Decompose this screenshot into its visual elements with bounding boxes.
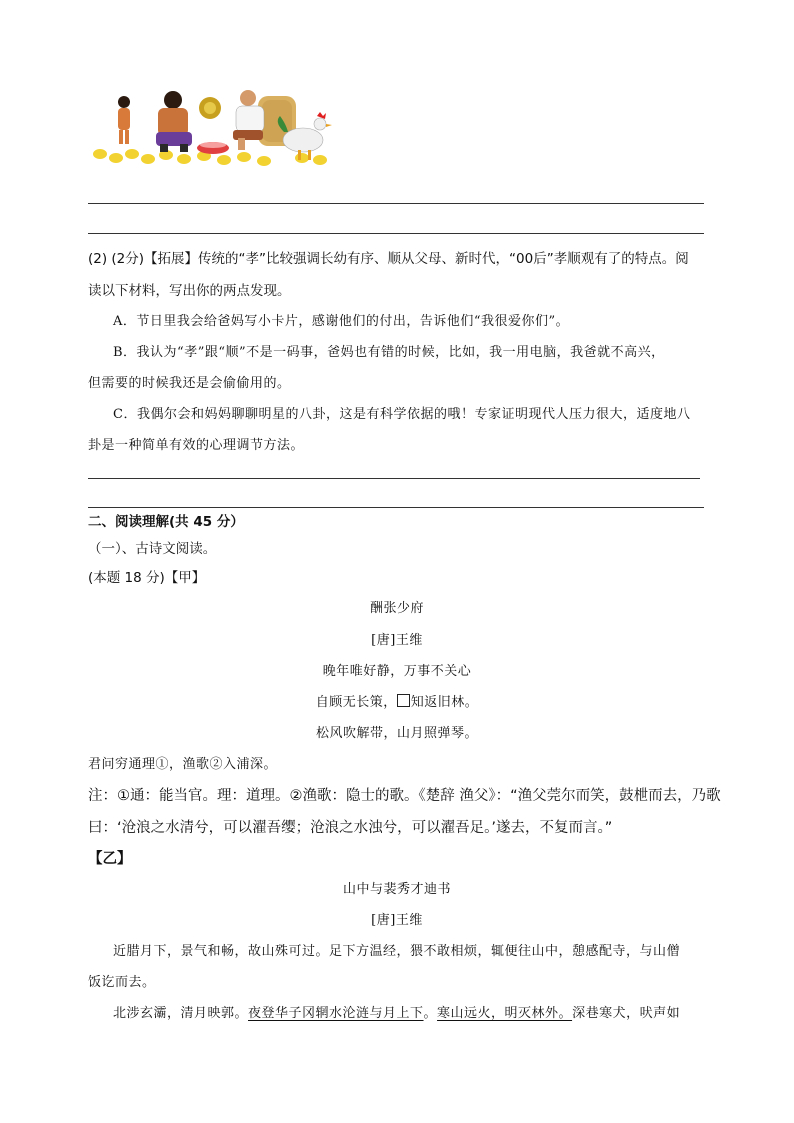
- blank-box: [397, 694, 410, 707]
- underlined-sentence-1: 夜登华子冈辋水沦涟与月上下: [248, 1006, 424, 1021]
- family-illustration-svg: [88, 88, 338, 168]
- poem1-author: [唐]王维: [371, 633, 423, 648]
- underlined-sentence-2: 寒山远火，明灭林外。: [437, 1006, 573, 1021]
- option-c-line1: C．我偶尔会和妈妈聊聊明星的八卦，这是有科学依据的哦！专家证明现代人压力很大，适度地八: [113, 407, 691, 422]
- poem1-title: 酬张少府: [369, 601, 424, 616]
- poem2-title: 山中与裴秀才迪书: [342, 882, 451, 897]
- family-illustration: [88, 88, 338, 168]
- answer-line: [88, 203, 704, 204]
- poem1-line4: 君问穷通理①，渔歌②入浦深。: [88, 757, 278, 772]
- yi-label: 【乙】: [88, 851, 132, 867]
- question-2-line2: 读以下材料，写出你的两点发现。: [88, 283, 291, 299]
- option-c-line2: 卦是一种简单有效的心理调节方法。: [88, 438, 305, 453]
- poem2-para2-line1: [113, 1004, 680, 1024]
- option-b-line2: 但需要的时候我还是会偷偷用的。: [88, 376, 291, 391]
- poem2-para1-line1: 近腊月下，景气和畅，故山殊可过。足下方温经，猥不敢相烦，辄便往山中，憩感配寺，与山僧: [113, 944, 681, 959]
- question-header: (本题 18 分)【甲】: [88, 570, 206, 586]
- answer-line: [88, 507, 704, 508]
- note-line1: 注：①通：能当官。理：道理。②渔歌：隐士的歌。《楚辞 渔父》：“渔父莞尔而笑，鼓枻而去，乃歌: [88, 788, 721, 804]
- para2-mid: 。: [423, 1006, 438, 1021]
- option-b-line1: B．我认为“孝”跟“顺”不是一码事，爸妈也有错的时候，比如，我一用电脑，我爸就不高兴，: [113, 345, 665, 360]
- poem1-line2-start: 自顾无长策，: [315, 695, 397, 710]
- poem1-line2: [0, 693, 794, 713]
- poem2-author: [唐]王维: [371, 913, 423, 928]
- para2-start: 北涉玄灞，清月映郭。: [113, 1006, 249, 1021]
- answer-line: [88, 478, 700, 479]
- poem1-line3: 松风吹解带，山月照弹琴。: [315, 726, 478, 741]
- poem1-line1: 晚年唯好静，万事不关心: [322, 664, 472, 679]
- question-2-line1: (2) (2分)【拓展】传统的“孝”比较强调长幼有序、顺从父母、新时代，“00后”孝顺观有了的特点。阅: [88, 251, 689, 267]
- answer-line: [88, 233, 704, 234]
- subsection-title: （一）、古诗文阅读。: [88, 541, 217, 557]
- para2-end: 深巷寒犬，吠声如: [572, 1006, 681, 1021]
- poem2-para1-line2: 饭讫而去。: [88, 975, 156, 990]
- poem1-line2-end: 知返旧林。: [410, 695, 479, 710]
- option-a: A．节日里我会给爸妈写小卡片，感谢他们的付出，告诉他们“我很爱你们”。: [113, 314, 570, 329]
- section-title: 二、阅读理解(共 45 分）: [88, 514, 244, 530]
- note-line2: 曰：‘沧浪之水清兮，可以濯吾缨；沧浪之水浊兮，可以濯吾足。’遂去，不复而言。”: [88, 820, 613, 836]
